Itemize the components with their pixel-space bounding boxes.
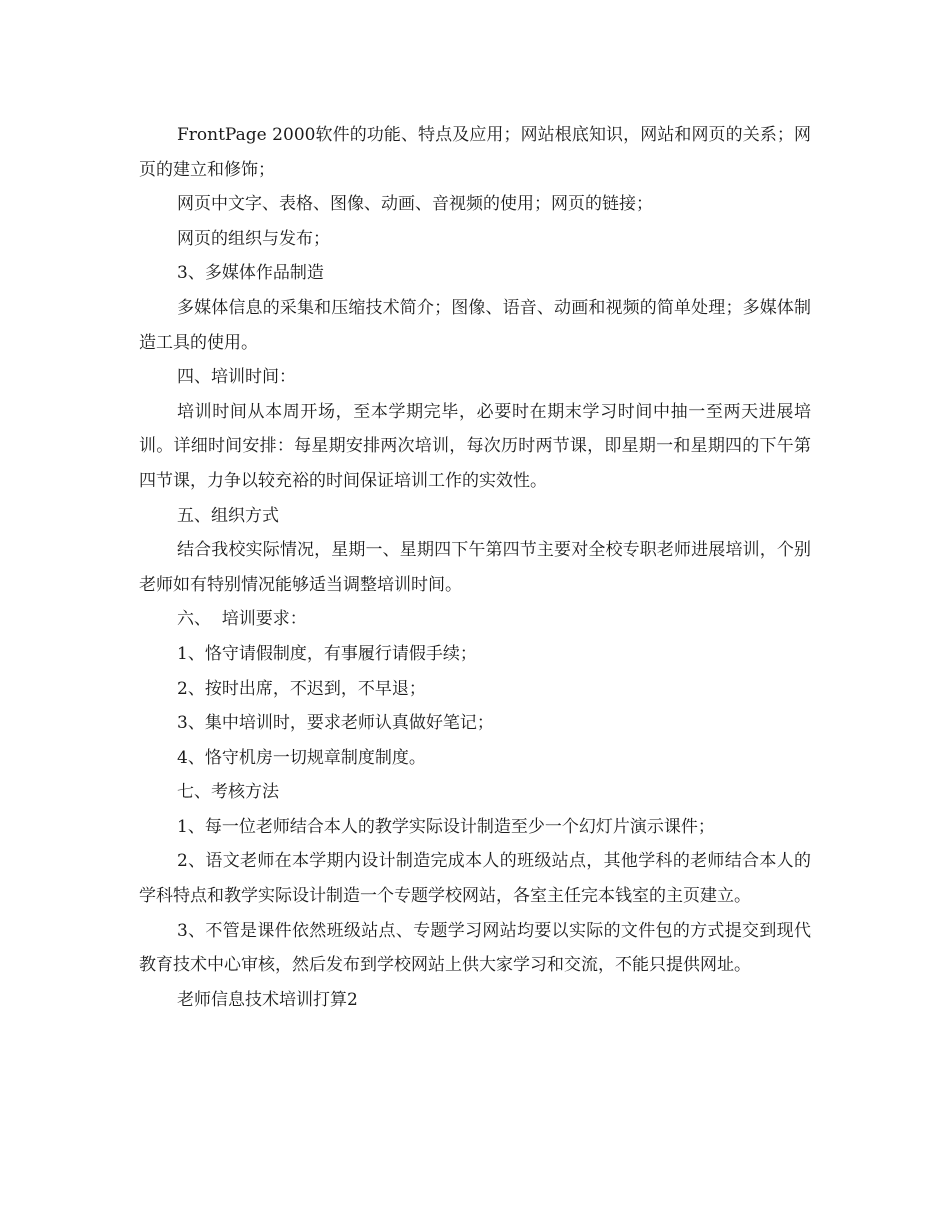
section-heading-multimedia: 3、多媒体作品制造 <box>177 263 324 284</box>
section-heading-training-time: 四、培训时间： <box>177 367 296 388</box>
list-item-requirement-4: 4、恪守机房一切规章制度制度。 <box>177 747 426 768</box>
list-item-requirement-2: 2、按时出席，不迟到，不早退； <box>177 678 426 699</box>
list-item-requirement-1: 1、恪守请假制度，有事履行请假手续； <box>177 643 477 664</box>
section-heading-organization: 五、组织方式 <box>177 505 279 526</box>
paragraph-web-publish: 网页的组织与发布； <box>177 228 330 249</box>
paragraph-web-content: 网页中文字、表格、图像、动画、音视频的使用；网页的链接； <box>177 194 653 215</box>
list-item-requirement-3: 3、集中培训时，要求老师认真做好笔记； <box>177 713 494 734</box>
list-item-assessment-2: 2、语文老师在本学期内设计制造完成本人的班级站点，其他学科的老师结合本人的学科特点和教学实际设计制造一个专题学校网站，各室主任完本钱室的主页建立。 <box>139 851 811 907</box>
section-heading-assessment: 七、考核方法 <box>177 782 279 803</box>
paragraph-multimedia: 多媒体信息的采集和压缩技术简介；图像、语音、动画和视频的简单处理；多媒体制造工具的使用。 <box>139 297 811 353</box>
list-item-assessment-1: 1、每一位老师结合本人的教学实际设计制造至少一个幻灯片演示课件； <box>177 816 715 837</box>
document-subtitle: 老师信息技术培训打算2 <box>177 989 358 1010</box>
paragraph-organization: 结合我校实际情况，星期一、星期四下午第四节主要对全校专职老师进展培训，个别老师如有特别情况能够适当调整培训时间。 <box>139 540 811 595</box>
list-item-assessment-3: 3、不管是课件依然班级站点、专题学习网站均要以实际的文件包的方式提交到现代教育技术中心审核，然后发布到学校网站上供大家学习和交流，不能只提供网址。 <box>139 920 811 976</box>
paragraph-training-time: 培训时间从本周开场，至本学期完毕，必要时在期末学习时间中抽一至两天进展培训。详细时间安排：每星期安排两次培训，每次历时两节课，即星期一和星期四的下午第四节课，力争以较充裕的时间保证培训工作的实效性。 <box>139 401 811 491</box>
paragraph-frontpage: FrontPage 2000软件的功能、特点及应用；网站根底知识，网站和网页的关系；网页的建立和修饰； <box>139 125 811 180</box>
document-body <box>139 118 811 1017</box>
section-heading-requirements: 六、 培训要求： <box>177 609 307 630</box>
